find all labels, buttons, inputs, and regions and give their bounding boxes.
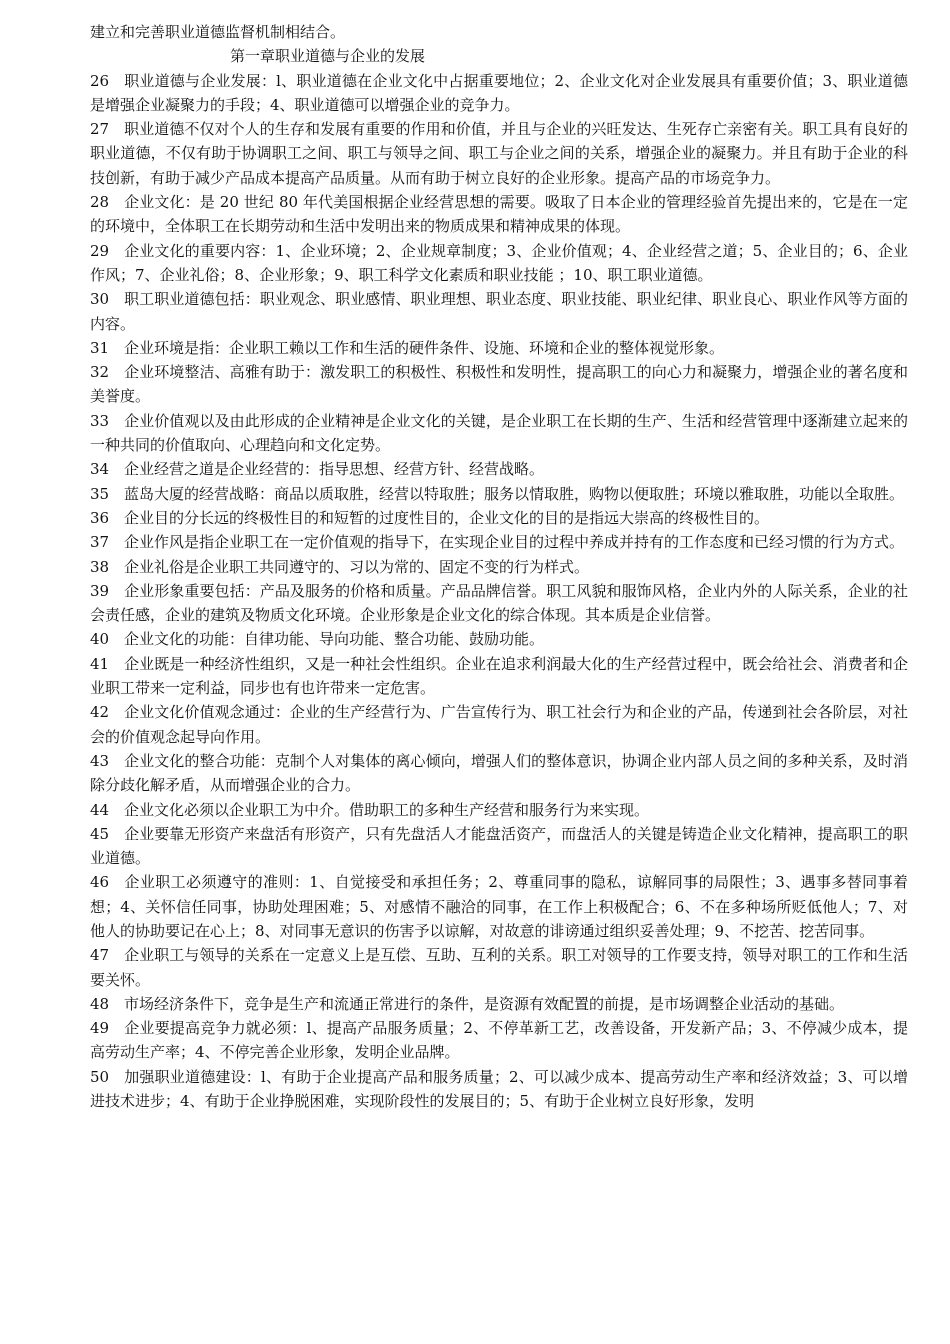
item-text: 企业要提高竞争力就必须：l、提高产品服务质量；2、不停革新工艺，改善设备，开发新产品；3、不停减少成本，提高劳动生产率；4、不停完善企业形象，发明企业品牌。 [90,1019,908,1062]
item-number: 38 [90,557,110,576]
item-number: 31 [90,338,110,357]
list-item [90,336,908,360]
item-text: 市场经济条件下，竞争是生产和流通正常进行的条件，是资源有效配置的前提，是市场调整企业活动的基础。 [124,994,845,1013]
item-text: 企业文化必须以企业职工为中介。借助职工的多种生产经营和服务行为来实现。 [124,800,650,819]
intro-line: 建立和完善职业道德监督机制相结合。 [90,23,346,41]
item-number: 28 [90,193,110,212]
item-number: 49 [90,1019,110,1038]
item-number: 32 [90,363,110,382]
item-text: 加强职业道德建设：l、有助于企业提高产品和服务质量；2、可以减少成本、提高劳动生产率和经济效益；3、可以增进技术进步；4、有助于企业挣脱困难，实现阶段性的发展目的；5、有助于企业树立良好形象，发明 [90,1067,908,1111]
item-text: 职业道德与企业发展：l、职业道德在企业文化中占据重要地位；2、企业文化对企业发展具有重要价值；3、职业道德是增强企业凝聚力的手段；4、职业道德可以增强企业的竞争力。 [90,71,908,114]
list-item [90,1016,908,1065]
item-number: 40 [90,630,110,649]
item-text: 企业目的分长远的终极性目的和短暂的过度性目的，企业文化的目的是指远大崇高的终极性目的。 [124,508,770,527]
item-number: 35 [90,484,110,503]
list-item [90,1065,908,1114]
item-text: 企业形象重要包括：产品及服务的价格和质量。产品品牌信誉。职工风貌和服饰风格，企业内外的人际关系，企业的社会责任感，企业的建筑及物质文化环境。企业形象是企业文化的综合体现。其本质是企业信誉。 [90,581,908,625]
list-item [90,69,908,118]
list-item [90,457,908,481]
list-item [90,190,908,239]
item-text: 企业作风是指企业职工在一定价值观的指导下，在实现企业目的过程中养成并持有的工作态度和已经习惯的行为方式。 [124,533,905,552]
item-text: 职业道德不仅对个人的生存和发展有重要的作用和价值，并且与企业的兴旺发达、生死存亡亲密有关。职工具有良好的职业道德，不仅有助于协调职工之间、职工与领导之间、职工与企业之间的关系，增强企业的凝聚力。并且有助于企业的科技创新，有助于减少产品成本提高产品质量。从而有助于树立良好的企业形象。提高产品的市场竞争力。 [90,120,908,187]
list-item [90,239,908,288]
item-text: 企业职工与领导的关系在一定意义上是互偿、互助、互利的关系。职工对领导的工作要支持，领导对职工的工作和生活要关怀。 [90,946,908,989]
item-text: 企业文化：是 20 世纪 80 年代美国根据企业经营思想的需要。吸取了日本企业的管理经验首先提出来的，它是在一定的环境中，全体职工在长期劳动和生活中发明出来的物质成果和精神成果的体现。 [90,193,908,236]
item-number: 43 [90,751,110,770]
list-item [90,506,908,530]
list-item [90,482,908,506]
item-text: 企业价值观以及由此形成的企业精神是企业文化的关键，是企业职工在长期的生产、生活和经营管理中逐渐建立起来的一种共同的价值取向、心理趋向和文化定势。 [90,411,908,455]
list-item [90,700,908,749]
item-text: 企业经营之道是企业经营的：指导思想、经营方针、经营战略。 [124,460,545,479]
item-number: 48 [90,994,110,1013]
list-item [90,530,908,554]
item-text: 职工职业道德包括：职业观念、职业感情、职业理想、职业态度、职业技能、职业纪律、职业良心、职业作风等方面的内容。 [90,290,908,333]
item-text: 蓝岛大厦的经营战略：商品以质取胜，经营以特取胜；服务以情取胜，购物以便取胜；环境以雅取胜，功能以全取胜。 [124,484,905,503]
item-text: 企业文化的功能：自律功能、导向功能、整合功能、鼓励功能。 [124,630,545,649]
item-number: 37 [90,533,110,552]
item-number: 45 [90,824,110,843]
item-number: 27 [90,120,110,139]
list-item [90,870,908,943]
list-item [90,652,908,701]
list-item [90,409,908,458]
item-text: 企业要靠无形资产来盘活有形资产，只有先盘活人才能盘活资产，而盘活人的关键是铸造企业文化精神，提高职工的职业道德。 [90,824,908,868]
list-item [90,579,908,628]
chapter-title: 第一章职业道德与企业的发展 [230,47,426,66]
item-text: 企业环境整洁、高雅有助于：激发职工的积极性、积极性和发明性，提高职工的向心力和凝聚力，增强企业的著名度和美誉度。 [90,363,908,406]
item-text: 企业环境是指：企业职工赖以工作和生活的硬件条件、设施、环境和企业的整体视觉形象。 [124,338,725,357]
item-number: 39 [90,581,110,600]
item-number: 44 [90,800,110,819]
list-item [90,992,908,1016]
item-number: 26 [90,71,110,90]
item-number: 30 [90,290,110,309]
item-number: 33 [90,411,110,430]
item-text: 企业文化的重要内容：1、企业环境；2、企业规章制度；3、企业价值观；4、企业经营之道；5、企业目的；6、企业作风；7、企业礼俗；8、企业形象；9、职工科学文化素质和职业技能 ；10、职工职业道德。 [90,241,908,284]
document-page [90,20,908,1113]
item-number: 42 [90,703,110,722]
item-number: 46 [90,873,110,892]
item-text: 企业职工必须遵守的准则：1、自觉接受和承担任务；2、尊重同事的隐私，谅解同事的局限性；3、遇事多替同事着想；4、关怀信任同事，协助处理困难；5、对感情不融洽的同事，在工作上积极配合；6、不在多种场所贬低他人；7、对他人的协助要记在心上；8、对同事无意识的伤害予以谅解，对故意的诽谤通过组织妥善处理；9、不挖苦、挖苦同事。 [90,873,908,940]
list-item [90,117,908,190]
list-item [90,822,908,871]
list-item [90,360,908,409]
list-item [90,798,908,822]
item-text: 企业文化的整合功能：克制个人对集体的离心倾向，增强人们的整体意识，协调企业内部人员之间的多种关系，及时消除分歧化解矛盾，从而增强企业的合力。 [90,751,908,795]
item-text: 企业文化价值观念通过：企业的生产经营行为、广告宣传行为、职工社会行为和企业的产品，传递到社会各阶层，对社会的价值观念起导向作用。 [90,703,908,746]
list-item [90,555,908,579]
item-number: 36 [90,508,110,527]
item-number: 29 [90,241,110,260]
item-number: 41 [90,654,110,673]
list-item [90,749,908,798]
item-text: 企业既是一种经济性组织，又是一种社会性组织。企业在追求利润最大化的生产经营过程中，既会给社会、消费者和企业职工带来一定利益，同步也有也许带来一定危害。 [90,654,908,698]
item-text: 企业礼俗是企业职工共同遵守的、习以为常的、固定不变的行为样式。 [124,557,590,576]
item-list [90,69,908,1114]
item-number: 50 [90,1067,110,1086]
list-item [90,627,908,651]
item-number: 47 [90,946,110,965]
item-number: 34 [90,460,110,479]
list-item [90,943,908,992]
list-item [90,287,908,336]
